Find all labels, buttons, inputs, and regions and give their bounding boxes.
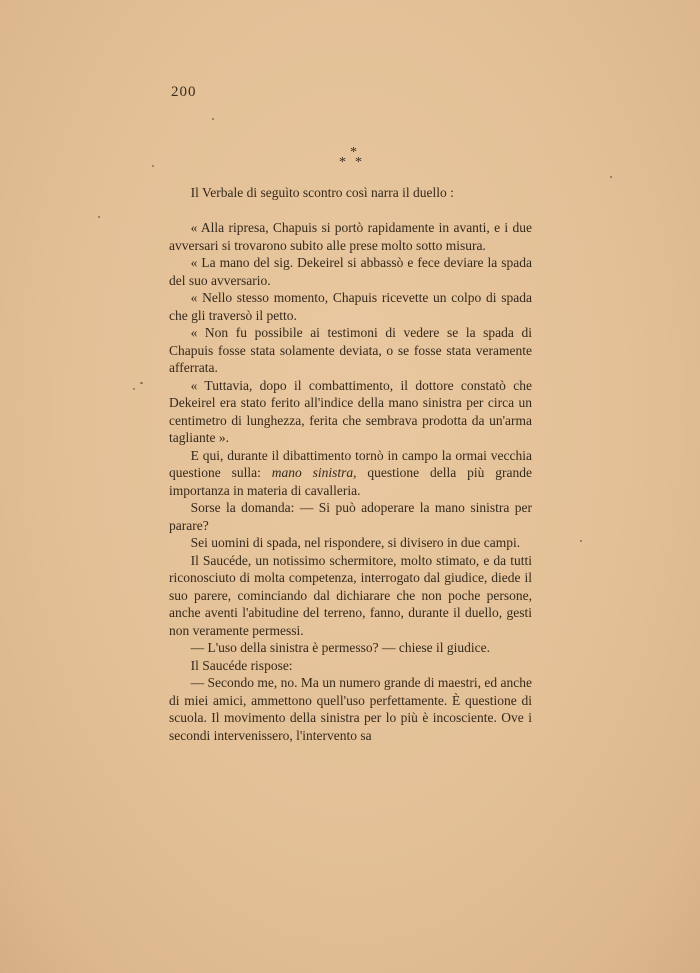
paragraph: « La mano del sig. Dekeirel si abbassò e fece deviare la spada del suo avversario.: [169, 255, 532, 288]
page-number: 200: [171, 84, 197, 100]
paragraph: Sei uomini di spada, nel rispondere, si divisero in due campi.: [190, 535, 521, 550]
scan-speck: [212, 118, 214, 120]
paragraph: « Alla ripresa, Chapuis si portò rapidamente in avanti, e i due avversari si trovarono subito alle prese molto sotto misura.: [169, 220, 532, 253]
paragraph: Il Saucéde, un notissimo schermitore, molto stimato, e da tutti riconosciuto di molta competenza, interrogato dal giudice, diede il suo parere, cominciando dal dichiarare che non poche persone, anche aventi l'abitudine del terreno, fanno, durante il duello, gesti non veramente permessi.: [169, 552, 532, 638]
scan-speck: [98, 216, 100, 218]
scan-speck: [610, 176, 612, 178]
paragraph: Sorse la domanda: — Si può adoperare la mano sinistra per parare?: [169, 500, 532, 533]
scan-speck: [580, 540, 582, 542]
asterisk-icon: *: [350, 145, 357, 160]
scan-speck: [140, 382, 143, 384]
scan-speck: [152, 165, 154, 167]
paragraph-text: , questione della più grande importanza in materia di cavalleria.: [169, 465, 532, 498]
text-block: [169, 145, 532, 744]
asterism-ornament: [169, 145, 532, 170]
paragraph: — L'uso della sinistra è permesso? — chiese il giudice.: [190, 640, 490, 655]
asterisk-icon: *: [339, 155, 355, 170]
paragraph: « Non fu possibile ai testimoni di vedere se la spada di Chapuis fosse stata solamente deviata, o se fosse stata veramente afferrata.: [169, 325, 532, 375]
paragraph: — Secondo me, no. Ma un numero grande di maestri, ed anche di miei amici, ammettono quell'uso perfettamente. È questione di scuola. Il movimento della sinistra per lo più è incosciente. Ove i secondi intervenissero, l'intervento sa: [169, 675, 532, 743]
scan-speck: [133, 388, 135, 390]
asterisk-icon: *: [355, 155, 371, 170]
asterisk-row: [169, 157, 532, 168]
paragraph: « Tuttavia, dopo il combattimento, il dottore constatò che Dekeirel era stato ferito all'indice della mano sinistra per circa un centimetro di lunghezza, ferita che sembrava prodotta da un'arma tagliante ».: [169, 377, 532, 445]
italic-phrase: mano sinistra: [271, 465, 354, 480]
intro-line: Il Verbale di seguìto scontro così narra il duello :: [190, 185, 454, 200]
paragraph-text: E qui, durante il dibattimento tornò in campo la ormai vecchia questione sulla:: [169, 447, 532, 480]
paragraph-with-italic: [169, 447, 532, 500]
paragraph: Il Saucéde rispose:: [190, 657, 293, 673]
paragraph: « Nello stesso momento, Chapuis ricevette un colpo di spada che gli traversò il petto.: [169, 290, 532, 323]
